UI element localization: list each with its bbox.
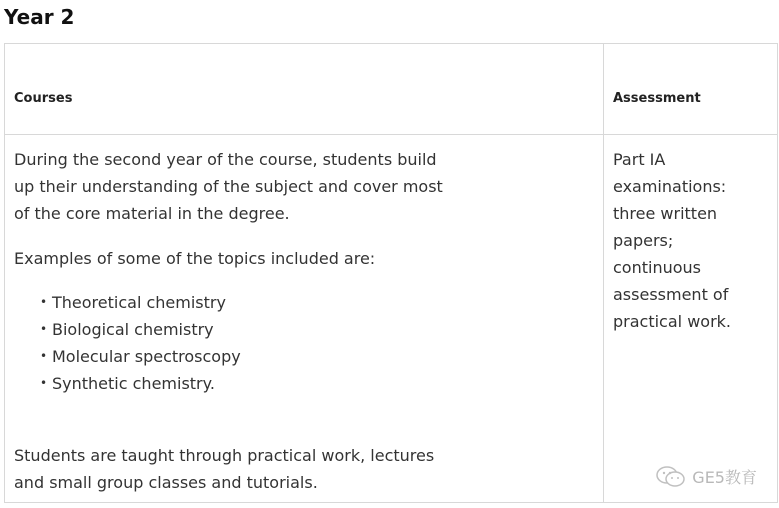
courses-cell bbox=[5, 135, 604, 503]
courses-intro: During the second year of the course, students build up their understanding of the subject and cover most of the core material in the degree. bbox=[14, 150, 443, 223]
assessment-text: Part IA examinations: three written papers; continuous assessment of practical work. bbox=[613, 150, 731, 331]
bullet-icon: • bbox=[40, 376, 48, 390]
bullet-icon: • bbox=[40, 295, 48, 309]
watermark bbox=[656, 465, 757, 488]
list-item bbox=[40, 289, 593, 316]
topics-list bbox=[14, 289, 593, 397]
list-item bbox=[40, 343, 593, 370]
list-item bbox=[40, 370, 593, 397]
topic-label: Biological chemistry bbox=[52, 320, 214, 339]
course-table bbox=[4, 43, 778, 503]
wechat-icon bbox=[656, 466, 686, 488]
watermark-text: GE5教育 bbox=[692, 468, 757, 487]
table-row bbox=[5, 135, 777, 503]
list-item bbox=[40, 316, 593, 343]
column-header-courses: Courses bbox=[5, 44, 604, 135]
assessment-cell bbox=[604, 135, 778, 503]
table-header-row bbox=[5, 44, 777, 135]
teaching-text: Students are taught through practical work, lectures and small group classes and tutorials. bbox=[14, 446, 435, 492]
topic-label: Synthetic chemistry. bbox=[52, 374, 215, 393]
column-header-assessment: Assessment bbox=[604, 44, 778, 135]
topic-label: Molecular spectroscopy bbox=[52, 347, 241, 366]
examples-intro: Examples of some of the topics included are: bbox=[14, 249, 376, 268]
page-title: Year 2 bbox=[4, 5, 75, 29]
topic-label: Theoretical chemistry bbox=[52, 293, 226, 312]
bullet-icon: • bbox=[40, 322, 48, 336]
bullet-icon: • bbox=[40, 349, 48, 363]
